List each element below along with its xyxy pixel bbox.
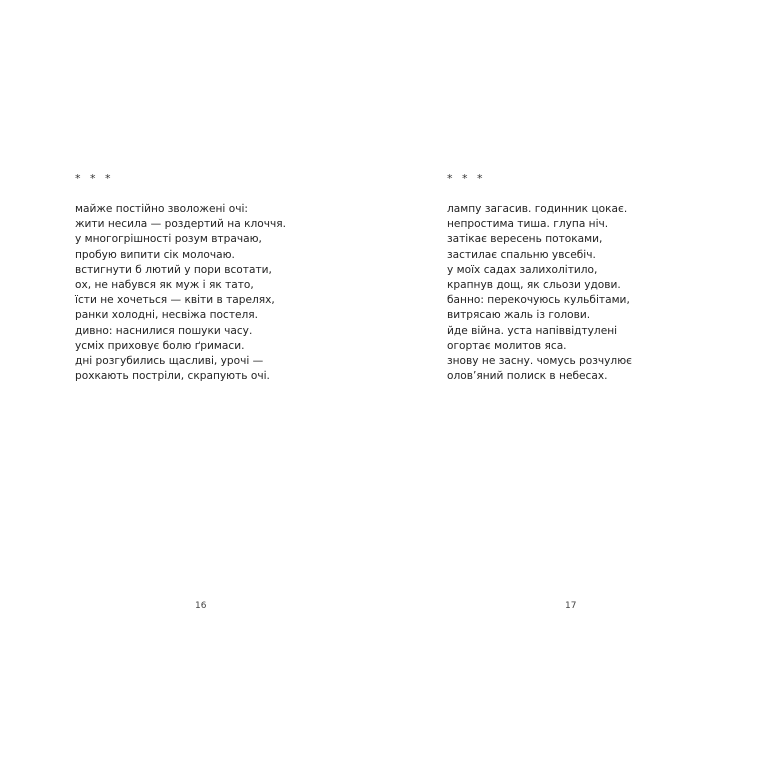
page-number: 16 [195, 601, 207, 611]
poem-line: пробую випити сік молочаю. [75, 248, 235, 261]
poem-line: їсти не хочеться — квіти в тарелях, [75, 294, 275, 307]
poem-line: витрясаю жаль із голови. [447, 309, 591, 322]
poem-line: йде війна. уста напіввідтулені [447, 324, 618, 337]
poem-line: олов’яний полиск в небесах. [447, 370, 608, 383]
poem-line: лампу загасив. годинник цокає. [447, 203, 628, 215]
poem-line: у многогрішності розум втрачаю, [75, 233, 262, 246]
poem-line: рохкають постріли, скрапують очі. [75, 370, 270, 383]
poem-line: ох, не набувся як муж і як тато, [75, 278, 254, 291]
poem-line: усміх приховує болю ґримаси. [75, 339, 245, 352]
page-number: 17 [565, 601, 577, 611]
right-page [384, 0, 768, 768]
poem-line: банно: перекочуюсь кульбітами, [447, 294, 630, 307]
poem-line: у моїх садах залихолітило, [447, 263, 598, 276]
poem-line: встигнути б лютий у пори всотати, [75, 263, 272, 276]
poem-line: дивно: наснилися пошуки часу. [75, 324, 253, 337]
poem-line: дні розгубились щасливі, урочі — [75, 354, 264, 367]
poem-line: огортає молитов яса. [447, 339, 567, 352]
poem-line: непростима тиша. глупа ніч. [447, 218, 609, 231]
poem-line: крапнув дощ, як сльози удови. [447, 278, 621, 291]
section-mark: * * * [447, 172, 483, 185]
poem-line: ранки холодні, несвіжа постеля. [75, 309, 259, 322]
poem-text [75, 202, 286, 384]
poem-line: знову не засну. чомусь розчулює [447, 354, 632, 367]
section-mark: * * * [75, 172, 111, 185]
poem-line: застилає спальню увсебіч. [447, 248, 596, 261]
poem-line: жити несила — роздертий на клоччя. [75, 218, 287, 231]
poem-line: затікає вересень потоками, [447, 233, 603, 246]
poem-line: майже постійно зволожені очі: [75, 203, 248, 215]
poem-text [447, 202, 632, 384]
